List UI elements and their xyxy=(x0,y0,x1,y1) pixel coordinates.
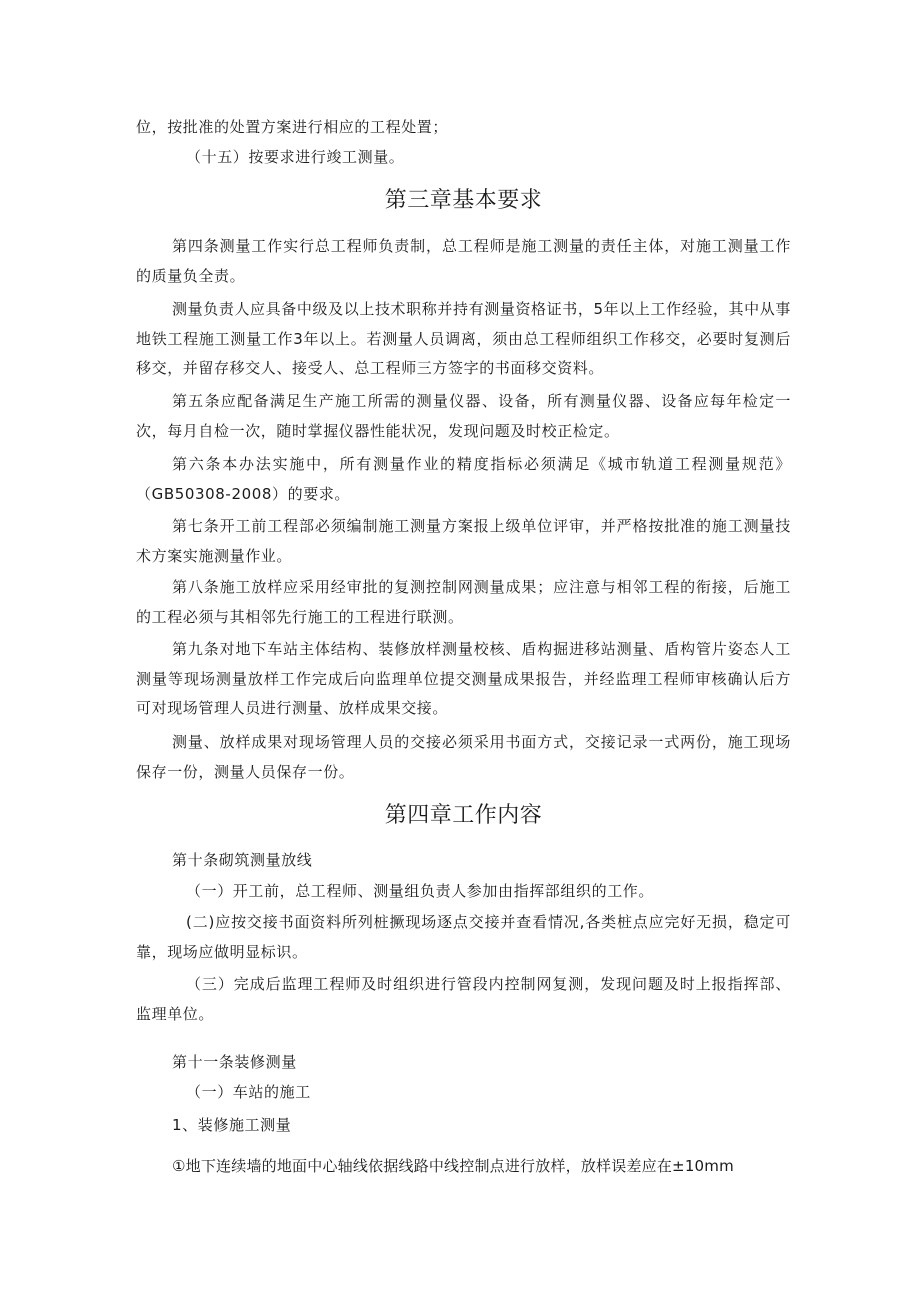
continued-line: 位，按批准的处置方案进行相应的工程处置； xyxy=(136,118,449,136)
article-8: 第八条施工放样应采用经审批的复测控制网测量成果；应注意与相邻工程的衔接，后施工的工程必须与其相邻先行施工的工程进行联测。 xyxy=(136,578,791,626)
article-10-item-3: （三）完成后监理工程师及时组织进行管段内控制网复测，发现问题及时上报指挥部、监理单位。 xyxy=(136,975,791,1023)
article-10-item-2: (二)应按交接书面资料所列桩撅现场逐点交接并查看情况,各类桩点应完好无损，稳定可靠，现场应做明显标识。 xyxy=(136,913,791,961)
article-11-item-1: （一）车站的施工 xyxy=(186,1083,311,1101)
article-10-item-1: （一）开工前，总工程师、测量组负责人参加由指挥部组织的工作。 xyxy=(186,882,655,900)
article-11-sub-1: 1、装修施工测量 xyxy=(172,1116,292,1134)
article-9-handover: 测量、放样成果对现场管理人员的交接必须采用书面方式，交接记录一式两份，施工现场保存一份，测量人员保存一份。 xyxy=(136,733,791,781)
article-11: 第十一条装修测量 xyxy=(172,1053,297,1071)
article-10: 第十条砌筑测量放线 xyxy=(172,851,313,869)
article-4-staff: 测量负责人应具备中级及以上技术职称并持有测量资格证书，5年以上工作经验，其中从事地铁工程施工测量工作3年以上。若测量人员调离，须由总工程师组织工作移交，必要时复测后移交，并留存移交人、接受人、总工程师三方签字的书面移交资料。 xyxy=(136,300,791,377)
article-5: 第五条应配备满足生产施工所需的测量仪器、设备，所有测量仪器、设备应每年检定一次，每月自检一次，随时掌握仪器性能状况，发现问题及时校正检定。 xyxy=(136,392,791,440)
article-4: 第四条测量工作实行总工程师负责制，总工程师是施工测量的责任主体，对施工测量工作的质量负全责。 xyxy=(136,237,791,285)
article-6: 第六条本办法实施中，所有测量作业的精度指标必须满足《城市轨道工程测量规范》（GB50308-2008）的要求。 xyxy=(136,455,791,503)
article-9: 第九条对地下车站主体结构、装修放样测量校核、盾构掘进移站测量、盾构管片姿态人工测量等现场测量放样工作完成后向监理单位提交测量成果报告，并经监理工程师审核确认后方可对现场管理人员进行测量、放样成果交接。 xyxy=(136,640,791,717)
item-fifteen: （十五）按要求进行竣工测量。 xyxy=(186,148,405,166)
article-7: 第七条开工前工程部必须编制施工测量方案报上级单位评审，并严格按批准的施工测量技术方案实施测量作业。 xyxy=(136,517,791,565)
chapter-4-title: 第四章工作内容 xyxy=(384,803,543,828)
article-11-sub-1-point-a: ①地下连续墙的地面中心轴线依据线路中线控制点进行放样，放样误差应在±10mm xyxy=(172,1157,734,1175)
chapter-3-title: 第三章基本要求 xyxy=(384,188,543,213)
